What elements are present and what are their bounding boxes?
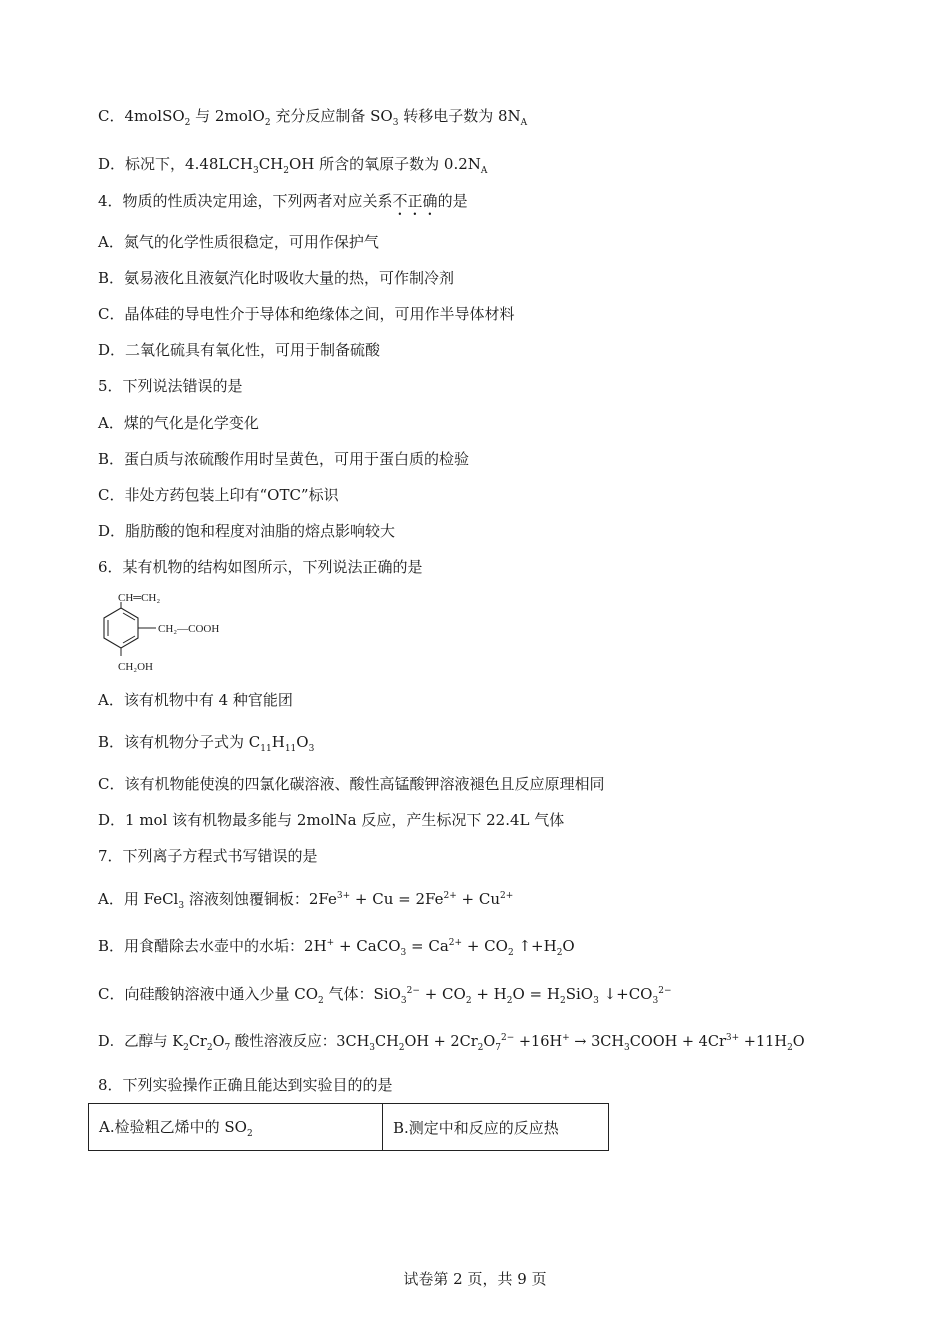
q8-stem: 8．下列实验操作正确且能达到实验目的的是 bbox=[98, 1076, 393, 1094]
q6-option-d: D．1 mol 该有机物最多能与 2molNa 反应，产生标况下 22.4L 气体 bbox=[98, 811, 565, 829]
q5-option-b: B．蛋白质与浓硫酸作用时呈黄色，可用于蛋白质的检验 bbox=[98, 450, 470, 468]
q3-option-d: D．标况下，$4.48LCH_3CH_2OH$ 所含的氧原子数为 $0.2N_A$ bbox=[98, 155, 488, 176]
q6-option-a: A．该有机物中有 4 种官能团 bbox=[98, 691, 293, 709]
q8-options-table bbox=[88, 1103, 609, 1151]
q7-option-b: B．用食醋除去水壶中的水垢：2H+ + CaCO$_3$ = $Ca^{2+} + CO_2$ $↑+H_2O$ bbox=[98, 937, 575, 958]
q4-option-c: C．晶体硅的导电性介于导体和绝缘体之间，可用作半导体材料 bbox=[98, 305, 515, 323]
q4-option-b: B．氨易液化且液氨汽化时吸收大量的热，可作制冷剂 bbox=[98, 269, 455, 287]
q4-stem: 4．物质的性质决定用途，下列两者对应关系不正确的是 bbox=[98, 192, 468, 210]
q6-structure-side-group: CH₂—COOH bbox=[158, 623, 220, 635]
q7-stem: 7．下列离子方程式书写错误的是 bbox=[98, 847, 318, 865]
q6-option-b: B．该有机物分子式为 $C_{11}H_{11}O_3$ bbox=[98, 733, 315, 754]
q5-option-a: A．煤的气化是化学变化 bbox=[98, 414, 259, 432]
page-footer: 试卷第 2 页，共 9 页 bbox=[403, 1270, 547, 1288]
q4-option-d: D．二氧化硫具有氧化性，可用于制备硫酸 bbox=[98, 341, 381, 359]
q7-option-d: D．乙醇与 $K_2Cr_2O_7$ 酸性溶液反应：$3CH_3CH_2OH + 2Cr_2O_7^{2-} +16H^+$ → $3CH_3COOH + 4Cr^{3+} +11H_2O$ bbox=[98, 1033, 805, 1053]
q7-option-c: C．向硅酸钠溶液中通入少量 $CO_2$ 气体：$SiO_3^{2-} + CO_2 + H_2O = H_2SiO_3$ $↓+CO_3^{2-}$ bbox=[98, 985, 672, 1006]
q6-stem: 6．某有机物的结构如图所示，下列说法正确的是 bbox=[98, 558, 423, 576]
q5-option-d: D．脂肪酸的饱和程度对油脂的熔点影响较大 bbox=[98, 522, 396, 540]
q4-option-a: A．氮气的化学性质很稳定，可用作保护气 bbox=[98, 233, 379, 251]
q5-option-c: C．非处方药包装上印有“OTC”标识 bbox=[98, 486, 339, 504]
q6-structure-top-group: CH═CH₂ bbox=[118, 592, 161, 604]
q4-emphasis: 不正确 bbox=[392, 192, 438, 210]
q8-cell-a: A.检验粗乙烯中的 $SO_2$ bbox=[89, 1104, 383, 1151]
q5-stem: 5．下列说法错误的是 bbox=[98, 377, 243, 395]
q6-option-c: C．该有机物能使溴的四氯化碳溶液、酸性高锰酸钾溶液褪色且反应原理相同 bbox=[98, 775, 605, 793]
q7-option-a: A．用 FeCl$_3$ 溶液刻蚀覆铜板：$2Fe^{3+} + Cu = 2Fe^{2+} + Cu^{2+}$ bbox=[98, 890, 514, 911]
q3-option-c: C．4molSO$_2$ 与 2molO$_2$ 充分反应制备 $SO_3$ 转移电子数为 $8N_A$ bbox=[98, 107, 528, 128]
q6-structure-diagram bbox=[96, 590, 246, 680]
q6-structure-bottom-group: CH₂OH bbox=[118, 661, 154, 673]
q8-cell-b: B.测定中和反应的反应热 bbox=[383, 1104, 609, 1151]
